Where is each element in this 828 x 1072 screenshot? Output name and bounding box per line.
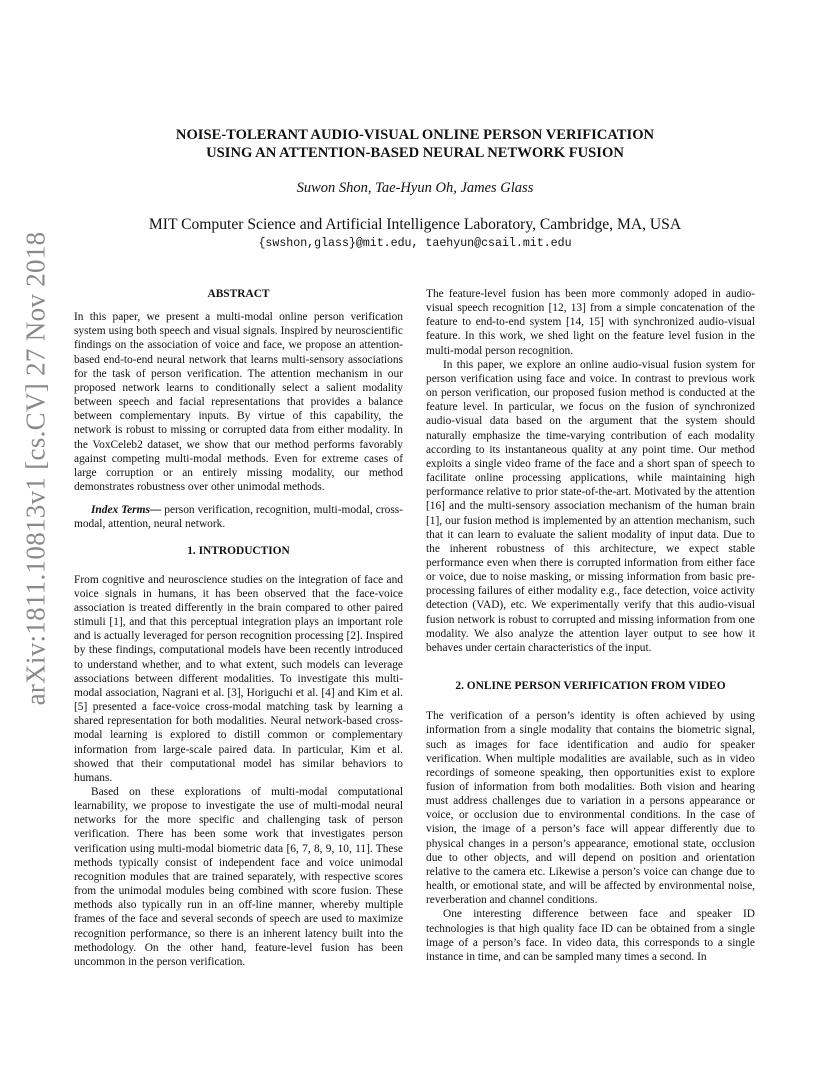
right-column [426,287,755,964]
author-emails: {swshon,glass}@mit.edu, taehyun@csail.mit.edu [258,237,572,250]
section-2-paragraph-1: The verification of a person’s identity is often achieved by using information from a single modality that contains the biometric signal, such as images for face identification and audio for speaker verification. When multiple modalities are available, such as in video recordings of someone speaking, then opportunities exist to explore fusion of information from both modalities. Both vision and hearing must address challenges due to variation in a persons appearance or voice, or occlusion due to environmental conditions. In the case of vision, the image of a person’s face will appear differently due to physical changes in a person’s appearance, emotional state, occlusion due to other objects, and will depend on position and orientation relative to the camera etc. Likewise a person’s voice can change due to health, or emotional state, and will be affected by environmental noise, reverberation and channel conditions. [426,710,755,907]
abstract-heading: ABSTRACT [207,288,270,300]
arxiv-identifier-stamp[interactable] [18,231,54,705]
left-column [74,287,403,969]
title-line-1: NOISE-TOLERANT AUDIO-VISUAL ONLINE PERSON VERIFICATION [175,127,655,143]
author-list: Suwon Shon, Tae-Hyun Oh, James Glass [296,180,534,196]
intro-paragraph-1: From cognitive and neuroscience studies on the integration of face and voice signals in humans, it has been observed that the face-voice association is treated differently in the brain compared to other paired stimuli [1], and that this perceptual integration plays an important role and is actually leveraged for person recognition processing [2]. Inspired by these findings, computational models have been recently introduced to understand whether, and to what extent, such models can leverage associations between different modalities. To investigate this multi-modal association, Nagrani et al. [3], Horiguchi et al. [4] and Kim et al. [5] presented a face-voice cross-modal matching task by learning a shared representation for both modalities. Neural network-based cross-modal learning is explored to distill common or complementary information from large-scale paired data. In particular, Kim et al. showed that their computational model has similar behaviors to humans. [74,573,403,784]
abstract-text: In this paper, we present a multi-modal online person verification system using both speech and visual signals. Inspired by neuroscientific findings on the association of voice and face, we propose an attention-based end-to-end neural network that learns multi-sensory associations for the task of person verification. The attention mechanism in our proposed network learns to conditionally select a salient modality between speech and facial representations that provides a balance between complementary inputs. By virtue of this capability, the network is robust to missing or corrupted data from either modality. In the VoxCeleb2 dataset, we show that our method performs favorably against competing multi-modal methods. Even for extreme cases of large corruption or an entirely missing modality, our method demonstrates robustness over other unimodal methods. [74,311,403,494]
introduction-heading: 1. INTRODUCTION [187,544,290,557]
paper-title [100,126,730,162]
title-line-2: USING AN ATTENTION-BASED NEURAL NETWORK FUSION [206,145,624,161]
section-2-heading: 2. ONLINE PERSON VERIFICATION FROM VIDEO [455,680,726,693]
index-terms-label: Index Terms— [91,504,162,517]
index-terms-text: person verification, recognition, multi-modal, cross-modal, attention, neural network. [74,504,403,531]
right-paragraph-1: The feature-level fusion has been more commonly adoped in audio-visual speech recognition [12, 13] from a simple concatenation of the feature to end-to-end system [14, 15] with synchronized audio-visual feature. In this work, we shed light on the feature level fusion in the multi-modal person recognition. [426,288,755,357]
intro-paragraph-2: Based on these explorations of multi-modal computational learnability, we propose to investigate the use of multi-modal neural networks for the more specific and challenging task of person verification. There has been some work that investigates person verification using multi-modal biometric data [6, 7, 8, 9, 10, 11]. These methods typically consist of independent face and voice unimodal recognition modules that are trained separately, with respective scores from the unimodal modules being combined with score fusion. These methods also typically run in an off-line manner, whereby multiple frames of the face and several seconds of speech are used to maximize recognition performance, so there is an inherent latency built into the methodology. On the other hand, feature-level fusion has been uncommon in the person verification. [74,786,403,968]
index-terms [74,503,403,531]
right-paragraph-2: In this paper, we explore an online audio-visual fusion system for person verification using face and voice. In contrast to previous work on person verification, our proposed fusion method is conducted at the feature level. In particular, we focus on the fusion of synchronized audio-visual data based on the argument that the system should naturally emphasize the time-varying contribution of each modality according to its instantaneous quality at any point time. Our method exploits a single video frame of the face and a short span of speech to facilitate online processing applications, while maintaining high performance relative to prior state-of-the-art. Motivated by the attention [16] and the multi-sensory association mechanism of the human brain [1], our fusion method is implemented by an attention mechanism, such that it can learn to evaluate the salient modality of input data. Due to the inherent robustness of this architecture, we expect stable performance even when there is corrupted information from either face or voice, due to noise masking, or missing information from basic pre-processing failures of either modality e.g., face detection, voice activity detection (VAD), etc. We experimentally verify that this audio-visual fusion network is robust to corrupted and missing information from one modality. We also analyze the attention layer output to see how it behaves under certain characteristics of the input. [426,358,755,654]
arxiv-identifier-text: arXiv:1811.10813v1 [cs.CV] 27 Nov 2018 [20,231,51,705]
section-2-paragraph-2: One interesting difference between face and speaker ID technologies is that high quality face ID can be obtained from a single image of a person’s face. In video data, this corresponds to a single instance in time, and can be sampled many times a second. In [426,908,755,963]
affiliation: MIT Computer Science and Artificial Intelligence Laboratory, Cambridge, MA, USA [148,216,682,233]
